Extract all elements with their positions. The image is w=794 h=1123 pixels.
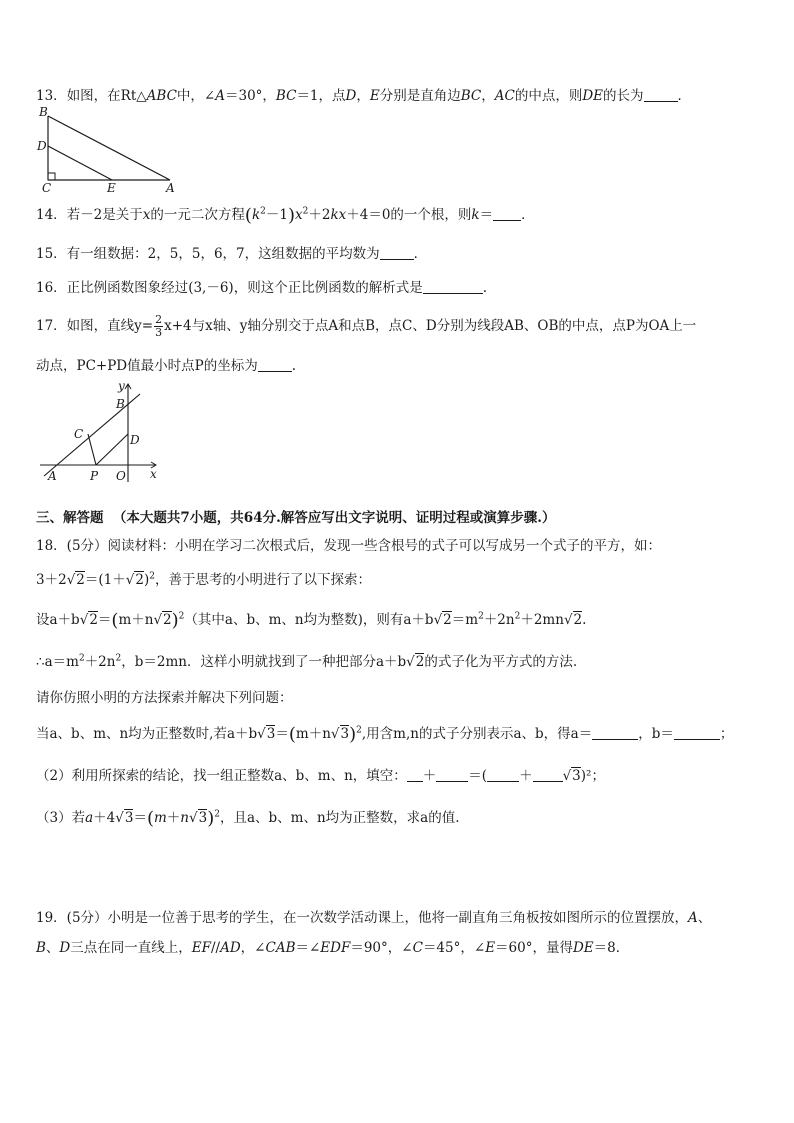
question-16: 16．正比例函数图象经过(3,－6)，则这个正比例函数的解析式是 .: [36, 280, 487, 296]
label-a: A: [166, 181, 175, 192]
segment-de: [48, 146, 112, 180]
q18-part3: （3）若$a+4√3=(m+n√3)^2$，且a、b、m、n均为正整数，求a的值.: [36, 808, 460, 829]
answer-blank[interactable]: [487, 768, 519, 782]
question-13: 13．如图，在Rt△ABC中，∠A＝30°，BC＝1，点D，E分别是直角边BC，AC的中点，则DE的长为 ．: [36, 88, 692, 104]
label-y: y: [118, 379, 125, 393]
q19-line2: B、D三点在同一直线上，EF//AD，∠CAB＝∠EDF＝90°，∠C＝45°，∠E＝60°，量得DE＝8．: [36, 940, 630, 956]
q18-line4: $\therefore a=m^2+2n^2$，b＝2mn．这样小明就找到了一种把部分a＋b√2的式子化为平方式的方法.: [36, 653, 578, 670]
label-d: D: [37, 139, 47, 153]
q17-coordinate-figure: [36, 378, 168, 486]
right-angle-mark: [48, 173, 55, 180]
label-a: A: [48, 469, 57, 483]
q18-line2: $3+2√2=(1+√2)^2$，善于思考的小明进行了以下探索：: [36, 571, 371, 588]
q18-part1: 当a、b、m、n均为正整数时,若$a+b√3=(m+n√3)^2$,用含m,n的式子分别表示a、b，得a＝ ，b＝ ；: [36, 724, 734, 745]
answer-blank[interactable]: [533, 768, 563, 782]
q18-line5: 请你仿照小明的方法探索并解决下列问题：: [36, 690, 293, 706]
label-p: P: [90, 469, 99, 483]
answer-blank-a[interactable]: [592, 726, 638, 740]
answer-blank[interactable]: [258, 358, 292, 372]
answer-blank[interactable]: [380, 246, 414, 260]
label-d: D: [130, 433, 140, 447]
answer-blank[interactable]: [436, 768, 468, 782]
side-ab: [48, 116, 170, 180]
label-c: C: [74, 427, 84, 441]
answer-blank[interactable]: [423, 280, 483, 294]
answer-blank[interactable]: [407, 768, 423, 782]
question-17: 17．如图，直线y= $\frac{2}{3}$ x+4与x轴、y轴分别交于点A和点B，点C、D分别为线段AB、OB的中点，点P为OA上一: [36, 313, 697, 339]
label-b: B: [116, 397, 125, 411]
fraction: $\frac{2}{3}$: [155, 313, 163, 339]
exam-page: [36, 0, 766, 1123]
answer-blank[interactable]: [644, 88, 678, 102]
segment-pd: [96, 434, 128, 465]
label-c: C: [42, 181, 52, 192]
label-x: x: [150, 467, 157, 481]
question-14: 14．若－2是关于x的一元二次方程$(k^2-1)x^2+2kx+4=0$的一个根，则k＝ ．: [36, 205, 535, 226]
label-o: O: [116, 469, 126, 483]
answer-blank[interactable]: [493, 207, 521, 221]
question-19: 19．(5分）小明是一位善于思考的学生，在一次数学活动课上，他将一副直角三角板按如图所示的位置摆放，A、: [36, 910, 712, 926]
question-15: 15．有一组数据：2，5，5，6，7，这组数据的平均数为 ．: [36, 246, 428, 262]
section-3-heading: 三、解答题 （本大题共7小题，共64分.解答应写出文字说明、证明过程或演算步骤.）: [36, 510, 556, 526]
question-18: 18．(5分）阅读材料：小明在学习二次根式后，发现一些含根号的式子可以写成另一个式子的平方，如：: [36, 538, 662, 554]
line-ab: [44, 394, 140, 476]
q13-text: 13．: [36, 88, 67, 104]
segment-pc: [88, 434, 96, 465]
label-e: E: [107, 181, 116, 192]
q18-line3: 设$a+b√2=(m+n√2)^2$（其中a、b、m、n均为整数)，则有$a+b√2=m^2+2n^2+2mn√2$.: [36, 610, 587, 631]
question-17-line2: 动点，PC+PD值最小时点P的坐标为 .: [36, 358, 297, 374]
label-b: B: [39, 105, 48, 119]
q13-triangle-figure: [36, 104, 186, 192]
answer-blank-b[interactable]: [674, 726, 720, 740]
q18-part2: （2）利用所探索的结论，找一组正整数a、b、m、n，填空： ＋ ＝( ＋ √3)²；: [36, 768, 605, 784]
